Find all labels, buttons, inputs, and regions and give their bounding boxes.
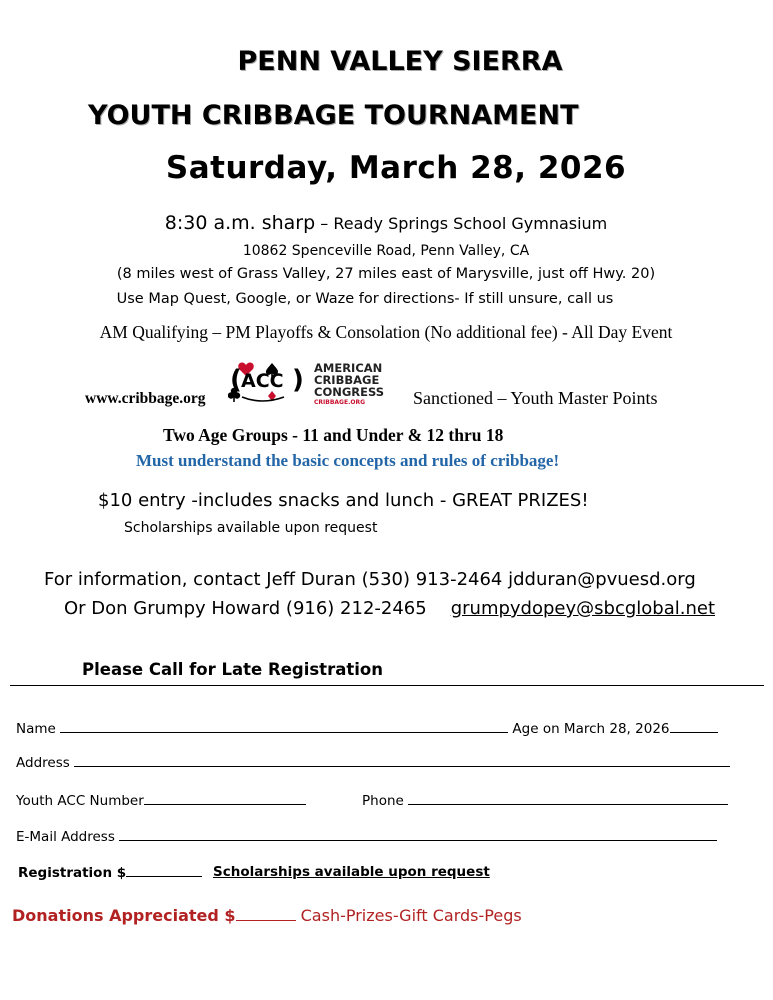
address-row	[16, 754, 730, 771]
title-line-2: YOUTH CRIBBAGE TOURNAMENT	[88, 100, 579, 131]
donations-label: Donations Appreciated $	[12, 906, 236, 925]
registration-label: Registration $	[18, 865, 127, 881]
acc-logo-line-3: CONGRESS	[314, 385, 385, 399]
name-row	[16, 720, 718, 737]
name-label: Name	[16, 721, 56, 737]
name-field[interactable]	[60, 720, 508, 733]
youth-acc-field[interactable]	[144, 792, 306, 805]
phone-label: Phone	[362, 793, 404, 809]
donations-field[interactable]	[236, 908, 296, 921]
acc-logo-url: CRIBBAGE.ORG	[314, 399, 365, 406]
svg-text:): )	[292, 365, 304, 395]
map-hint: Use Map Quest, Google, or Waze for directions- If still unsure, call us	[116, 291, 614, 307]
event-date: Saturday, March 28, 2026	[165, 150, 627, 186]
title-line-1: PENN VALLEY SIERRA	[237, 46, 563, 77]
event-time-location	[0, 212, 772, 234]
email-label: E-Mail Address	[16, 829, 115, 845]
rules-requirement: Must understand the basic concepts and rules of cribbage!	[136, 451, 560, 470]
email-field[interactable]	[119, 828, 717, 841]
contact-line-2	[64, 598, 715, 619]
acc-logo-line-1: AMERICAN	[314, 361, 383, 375]
divider	[10, 685, 764, 686]
event-time: 8:30 a.m. sharp	[164, 212, 316, 234]
acc-logo	[228, 355, 420, 407]
scholarships-note: Scholarships available upon request	[124, 520, 378, 536]
acc-logo-line-2: CRIBBAGE	[314, 373, 380, 387]
event-schedule: AM Qualifying – PM Playoffs & Consolation (No additional fee) - All Day Event	[99, 322, 673, 342]
youth-acc-row	[16, 792, 306, 809]
registration-scholarships-note: Scholarships available upon request	[213, 864, 490, 880]
event-address: 10862 Spenceville Road, Penn Valley, CA	[242, 243, 530, 259]
email-row	[16, 828, 717, 845]
sanctioned-text: Sanctioned – Youth Master Points	[413, 388, 658, 408]
registration-row	[18, 864, 202, 881]
age-field[interactable]	[670, 720, 718, 733]
event-location: – Ready Springs School Gymnasium	[315, 214, 608, 233]
contact-line-2-text: Or Don Grumpy Howard (916) 212-2465	[64, 598, 427, 619]
phone-field[interactable]	[408, 792, 728, 805]
contact-email-link[interactable]: grumpydopey@sbcglobal.net	[450, 598, 715, 619]
youth-acc-label: Youth ACC Number	[16, 793, 144, 809]
donations-row	[12, 906, 522, 925]
age-label: Age on March 28, 2026	[512, 721, 670, 737]
age-groups: Two Age Groups - 11 and Under & 12 thru 18	[163, 425, 504, 445]
svg-text:(: (	[230, 365, 242, 395]
acc-website-link[interactable]: www.cribbage.org	[85, 390, 206, 407]
late-registration-heading: Please Call for Late Registration	[82, 660, 383, 679]
contact-line-1: For information, contact Jeff Duran (530) 913-2464 jdduran@pvuesd.org	[44, 569, 696, 590]
entry-fee: $10 entry -includes snacks and lunch - GREAT PRIZES!	[98, 490, 589, 511]
address-field[interactable]	[74, 754, 730, 767]
phone-row	[362, 792, 728, 809]
directions-hint: (8 miles west of Grass Valley, 27 miles east of Marysville, just off Hwy. 20)	[116, 266, 656, 282]
address-label: Address	[16, 755, 70, 771]
donations-items: Cash-Prizes-Gift Cards-Pegs	[300, 906, 522, 925]
acc-logo-abbrev: ACC	[241, 370, 284, 392]
registration-field[interactable]	[126, 864, 202, 877]
